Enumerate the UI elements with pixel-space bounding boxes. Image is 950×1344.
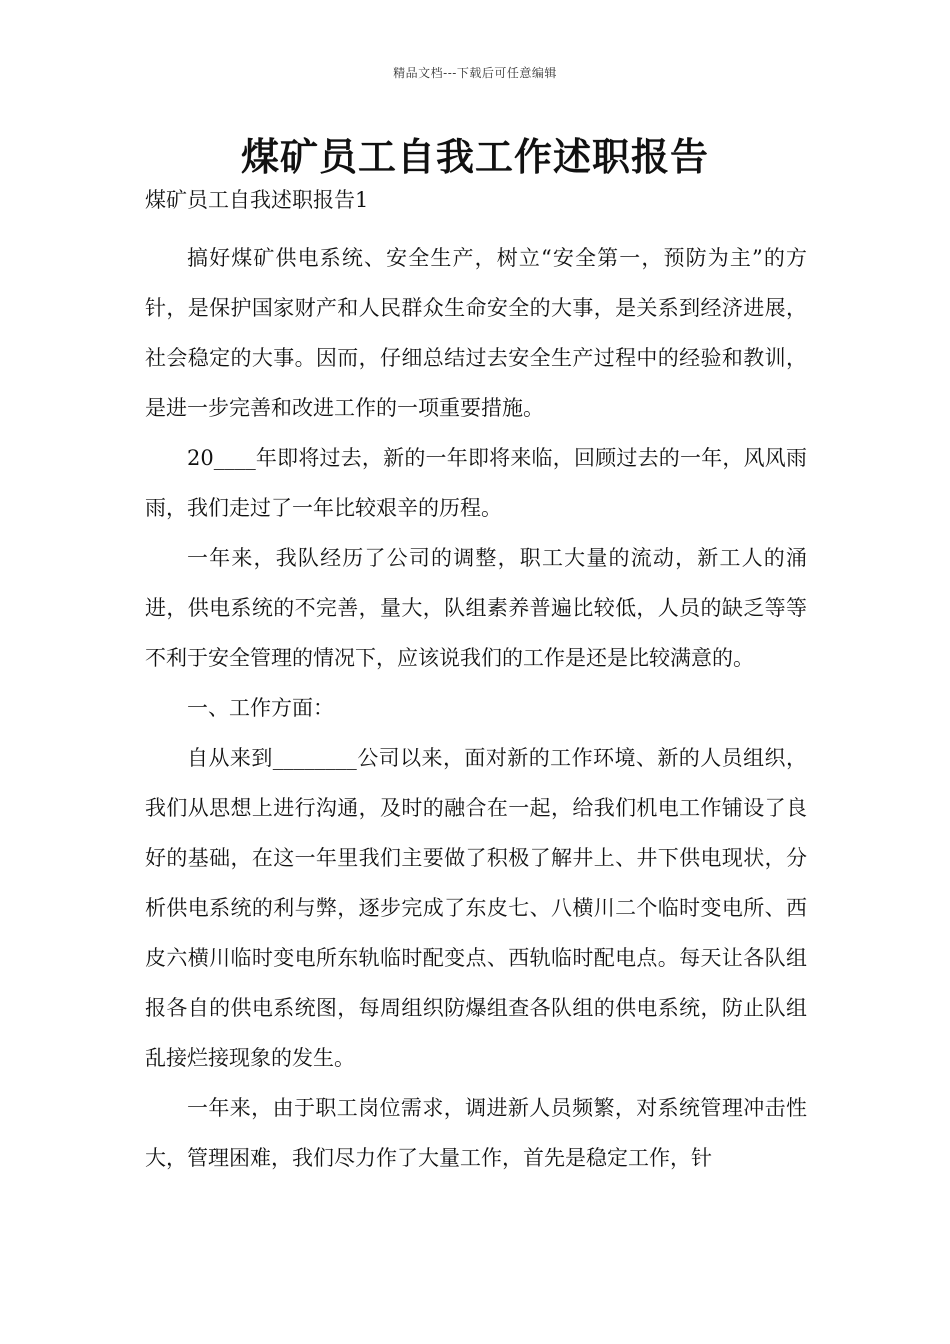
- header-note: 精品文档---下载后可任意编辑: [393, 66, 557, 80]
- paragraph-staff: 一年来，由于职工岗位需求，调进新人员频繁，对系统管理冲击性大，管理困难，我们尽力作了大量工作，首先是稳定工作，针: [145, 1096, 807, 1170]
- section-subtitle: 煤矿员工自我述职报告1: [145, 188, 369, 212]
- paragraph-year: 20____年即将过去，新的一年即将来临，回顾过去的一年，风风雨雨，我们走过了一年比较艰辛的历程。: [145, 446, 807, 520]
- paragraph-work-detail: 自从来到________公司以来，面对新的工作环境、新的人员组织，我们从思想上进行沟通，及时的融合在一起，给我们机电工作铺设了良好的基础，在这一年里我们主要做了积极了解井上、井下供电现状，分析供电系统的利与弊，逐步完成了东皮七、八横川二个临时变电所、西皮六横川临时变电所东轨临时配变点、西轨临时配电点。每天让各队组报各自的供电系统图，每周组织防爆组查各队组的供电系统，防止队组乱接烂接现象的发生。: [145, 746, 807, 1070]
- section-heading-work: 一、工作方面：: [187, 696, 334, 720]
- document-title: 煤矿员工自我工作述职报告: [240, 135, 709, 179]
- paragraph-intro: 搞好煤矿供电系统、安全生产，树立“安全第一，预防为主”的方针，是保护国家财产和人民群众生命安全的大事，是关系到经济进展，社会稳定的大事。因而，仔细总结过去安全生产过程中的经验和教训，是进一步完善和改进工作的一项重要措施。: [145, 246, 807, 420]
- paragraph-year-review: 一年来，我队经历了公司的调整，职工大量的流动，新工人的涌进，供电系统的不完善，量大，队组素养普遍比较低，人员的缺乏等等不利于安全管理的情况下，应该说我们的工作是还是比较满意的。: [145, 546, 807, 670]
- document-body: [145, 183, 807, 1183]
